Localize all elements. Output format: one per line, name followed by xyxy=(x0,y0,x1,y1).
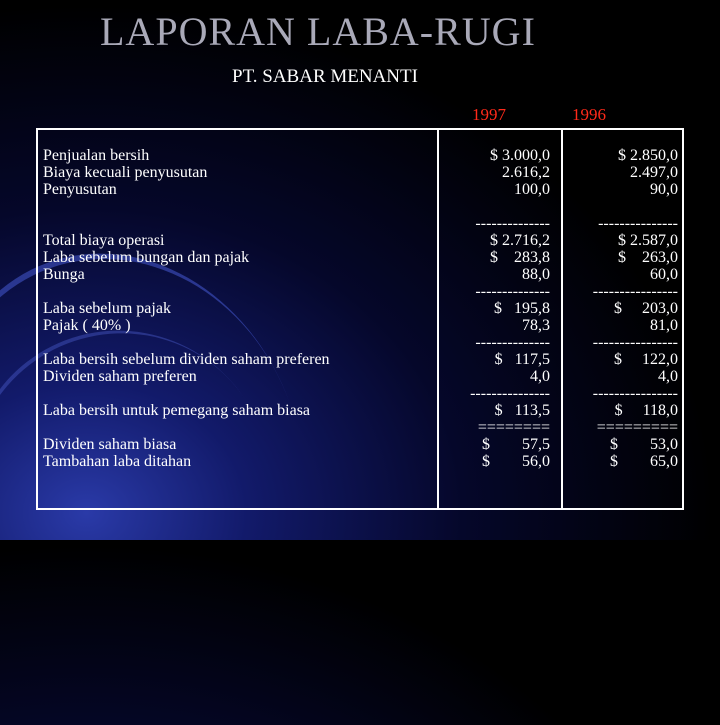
separator-1996: ---------------- xyxy=(592,283,678,300)
row-label: Penyusutan xyxy=(43,181,117,198)
tax-group xyxy=(38,283,684,334)
row-label xyxy=(38,215,440,232)
value-1997: 100,0 xyxy=(514,181,550,198)
separator-row xyxy=(38,215,684,232)
value-1996: $ 203,0 xyxy=(614,300,678,317)
table-row xyxy=(38,436,684,453)
table-row xyxy=(38,351,684,368)
value-1997: $ 195,8 xyxy=(494,300,550,317)
row-label: Dividen saham biasa xyxy=(43,436,177,453)
separator-1997: -------------- xyxy=(475,334,550,351)
row-label: Laba bersih untuk pemegang saham biasa xyxy=(43,402,311,419)
value-1996: 90,0 xyxy=(650,181,678,198)
value-1997: $ 56,0 xyxy=(482,453,550,470)
table-row xyxy=(38,181,684,198)
row-label: Laba sebelum bungan dan pajak xyxy=(43,249,250,266)
row-label xyxy=(38,419,440,436)
row-label: Biaya kecuali penyusutan xyxy=(43,164,208,181)
separator-1997: -------------- xyxy=(475,283,550,300)
double-rule-1997: ======== xyxy=(477,419,550,436)
value-1996: $ 2.850,0 xyxy=(618,147,678,164)
table-row xyxy=(38,317,684,334)
separator-1996: ---------------- xyxy=(592,334,678,351)
value-1997: $ 2.716,2 xyxy=(490,232,550,249)
value-1996: $ 53,0 xyxy=(610,436,678,453)
value-1997: 88,0 xyxy=(522,266,550,283)
table-row xyxy=(38,402,684,419)
table-row xyxy=(38,164,684,181)
year-header-1996: 1996 xyxy=(572,105,606,124)
separator-row xyxy=(38,385,684,402)
value-1996: $ 118,0 xyxy=(614,402,678,419)
row-label: Tambahan laba ditahan xyxy=(43,453,192,470)
row-label xyxy=(38,283,440,300)
row-label: Dividen saham preferen xyxy=(43,368,197,385)
revenue-group xyxy=(38,147,684,198)
separator-1997: -------------- xyxy=(475,215,550,232)
separator-1996: --------------- xyxy=(598,215,678,232)
value-1996: 81,0 xyxy=(650,317,678,334)
separator-1997: --------------- xyxy=(470,385,550,402)
row-label: Bunga xyxy=(43,266,85,283)
table-row xyxy=(38,266,684,283)
value-1996: $ 263,0 xyxy=(618,249,678,266)
table-row xyxy=(38,368,684,385)
value-1996: $ 122,0 xyxy=(614,351,678,368)
operating-cost-group xyxy=(38,215,684,283)
value-1997: 2.616,2 xyxy=(502,164,550,181)
table-row xyxy=(38,453,684,470)
row-label: Penjualan bersih xyxy=(43,147,150,164)
company-name: PT. SABAR MENANTI xyxy=(232,66,418,87)
table-row xyxy=(38,300,684,317)
common-earnings-group xyxy=(38,385,684,436)
row-label: Total biaya operasi xyxy=(43,232,165,249)
double-rule-row xyxy=(38,419,684,436)
separator-row xyxy=(38,334,684,351)
value-1996: $ 65,0 xyxy=(610,453,678,470)
table-row xyxy=(38,249,684,266)
value-1997: 78,3 xyxy=(522,317,550,334)
separator-1996: ---------------- xyxy=(592,385,678,402)
row-label xyxy=(38,385,440,402)
value-1997: $ 283,8 xyxy=(490,249,550,266)
year-header-1997: 1997 xyxy=(472,105,506,124)
row-label: Laba sebelum pajak xyxy=(43,300,171,317)
value-1997: $ 117,5 xyxy=(494,351,550,368)
table-row xyxy=(38,232,684,249)
value-1997: $ 113,5 xyxy=(494,402,550,419)
row-label: Laba bersih sebelum dividen saham preferen xyxy=(43,351,330,368)
income-statement-table xyxy=(36,128,684,510)
row-label: Pajak ( 40% ) xyxy=(43,317,131,334)
table-row xyxy=(38,147,684,164)
page-title: LAPORAN LABA-RUGI xyxy=(100,9,536,54)
value-1997: 4,0 xyxy=(530,368,550,385)
separator-row xyxy=(38,283,684,300)
value-1996: 60,0 xyxy=(650,266,678,283)
value-1997: $ 57,5 xyxy=(482,436,550,453)
dividend-group xyxy=(38,436,684,470)
double-rule-1996: ========= xyxy=(596,419,678,436)
row-label xyxy=(38,334,440,351)
value-1996: $ 2.587,0 xyxy=(618,232,678,249)
value-1996: 2.497,0 xyxy=(630,164,678,181)
preferred-dividend-group xyxy=(38,334,684,385)
value-1997: $ 3.000,0 xyxy=(490,147,550,164)
value-1996: 4,0 xyxy=(658,368,678,385)
